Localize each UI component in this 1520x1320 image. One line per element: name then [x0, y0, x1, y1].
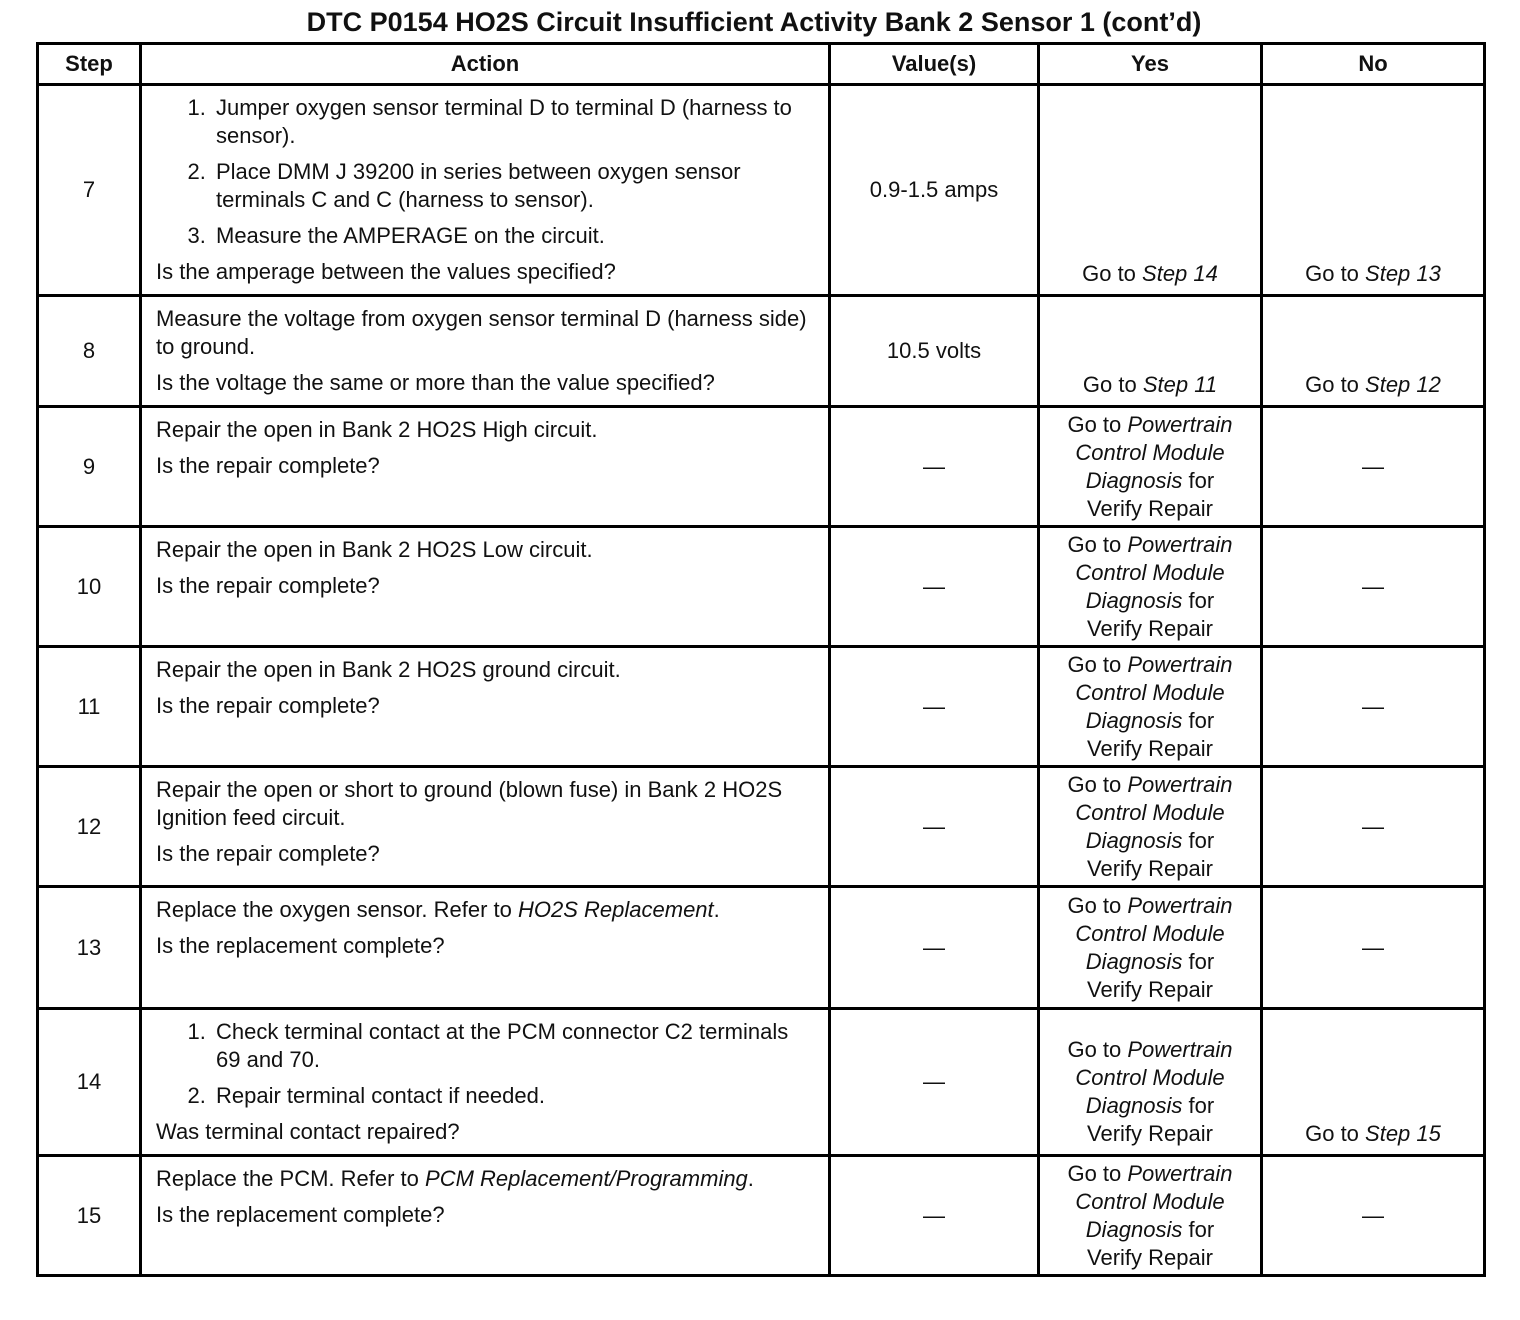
step-link[interactable]: Step 11 [1142, 372, 1218, 397]
no-cell: — [1262, 887, 1485, 1009]
for-text: for [1182, 1216, 1215, 1242]
action-question: Is the voltage the same or more than the value specified? [156, 370, 715, 395]
page-title: DTC P0154 HO2S Circuit Insufficient Activity Bank 2 Sensor 1 (cont’d) [306, 7, 1202, 37]
action-text-part: . [713, 897, 720, 922]
action-step: 2. Repair terminal contact if needed. [212, 1082, 818, 1110]
action-cell [141, 1009, 830, 1156]
pcm-diagnosis-link[interactable]: Control Module [1075, 799, 1225, 825]
action-text [156, 896, 818, 924]
verify-repair-text: Verify Repair [1087, 495, 1213, 521]
no-cell: — [1262, 527, 1485, 647]
table-row [38, 407, 1485, 527]
verify-repair-text: Verify Repair [1087, 1121, 1213, 1146]
action-question: Is the repair complete? [156, 693, 380, 718]
verify-repair-text: Verify Repair [1087, 855, 1213, 881]
table-row [38, 296, 1485, 407]
verify-repair-text: Verify Repair [1087, 976, 1213, 1002]
pcm-diagnosis-link[interactable]: Powertrain [1127, 1160, 1233, 1186]
value-cell: — [830, 767, 1039, 887]
pcm-diagnosis-link[interactable]: Diagnosis [1085, 1216, 1183, 1242]
yes-cell [1039, 647, 1262, 767]
no-cell: — [1262, 1156, 1485, 1276]
pcm-diagnosis-link[interactable]: Control Module [1075, 439, 1225, 465]
step-number: 7 [38, 85, 141, 296]
value-cell: — [830, 647, 1039, 767]
go-to-text: Go to [1305, 372, 1366, 397]
pcm-diagnosis-link[interactable]: Diagnosis [1085, 707, 1183, 733]
diagnostic-table [36, 42, 1486, 1277]
for-text: for [1182, 467, 1215, 493]
table-row [38, 767, 1485, 887]
no-cell: — [1262, 767, 1485, 887]
action-question: Is the repair complete? [156, 453, 380, 478]
action-text-part: Replace the oxygen sensor. Refer to [156, 897, 518, 922]
value-cell: — [830, 887, 1039, 1009]
value-cell: — [830, 1009, 1039, 1156]
action-cell [141, 527, 830, 647]
no-cell [1262, 1009, 1485, 1156]
action-text-part: Replace the PCM. Refer to [156, 1166, 426, 1191]
value-cell: 0.9-1.5 amps [830, 85, 1039, 296]
action-text [156, 1165, 818, 1193]
go-to-text: Go to [1082, 261, 1143, 286]
go-to-text: Go to [1067, 892, 1128, 918]
table-row [38, 527, 1485, 647]
table-row [38, 1009, 1485, 1156]
action-cell [141, 1156, 830, 1276]
pcm-diagnosis-link[interactable]: Diagnosis [1085, 948, 1183, 974]
replacement-link[interactable]: PCM Replacement/Programming [425, 1166, 748, 1191]
step-number: 10 [38, 527, 141, 647]
action-cell [141, 887, 830, 1009]
yes-cell [1039, 527, 1262, 647]
pcm-diagnosis-link[interactable]: Diagnosis [1085, 1093, 1183, 1118]
for-text: for [1182, 948, 1215, 974]
column-header-value: Value(s) [830, 44, 1039, 85]
go-to-text: Go to [1082, 372, 1143, 397]
go-to-text: Go to [1067, 771, 1128, 797]
action-step-list [156, 1018, 818, 1110]
action-question: Is the replacement complete? [156, 933, 445, 958]
column-header-no: No [1262, 44, 1485, 85]
step-link[interactable]: Step 12 [1365, 372, 1441, 397]
yes-cell [1039, 407, 1262, 527]
yes-cell [1039, 767, 1262, 887]
for-text: for [1182, 827, 1215, 853]
table-header-row [38, 44, 1485, 85]
pcm-diagnosis-link[interactable]: Powertrain [1127, 771, 1233, 797]
step-number: 14 [38, 1009, 141, 1156]
pcm-diagnosis-link[interactable]: Powertrain [1127, 1037, 1233, 1062]
no-cell: — [1262, 647, 1485, 767]
column-header-action: Action [141, 44, 830, 85]
yes-cell [1039, 1156, 1262, 1276]
pcm-diagnosis-link[interactable]: Control Module [1075, 559, 1225, 585]
no-cell [1262, 296, 1485, 407]
action-text: Repair the open in Bank 2 HO2S ground circuit. [156, 657, 621, 682]
column-header-step: Step [38, 44, 141, 85]
go-to-text: Go to [1067, 411, 1128, 437]
value-cell: — [830, 407, 1039, 527]
step-number: 11 [38, 647, 141, 767]
go-to-text: Go to [1067, 651, 1128, 677]
step-link[interactable]: Step 14 [1142, 261, 1218, 286]
for-text: for [1182, 707, 1215, 733]
column-header-yes: Yes [1039, 44, 1262, 85]
replacement-link[interactable]: HO2S Replacement [518, 897, 714, 922]
pcm-diagnosis-link[interactable]: Powertrain [1127, 651, 1233, 677]
step-number: 8 [38, 296, 141, 407]
action-text: Repair the open in Bank 2 HO2S High circuit. [156, 417, 598, 442]
verify-repair-text: Verify Repair [1087, 735, 1213, 761]
action-question: Is the repair complete? [156, 573, 380, 598]
action-cell [141, 85, 830, 296]
go-to-text: Go to [1067, 531, 1128, 557]
action-cell [141, 296, 830, 407]
action-text-part: . [747, 1166, 754, 1191]
pcm-diagnosis-link[interactable]: Diagnosis [1085, 587, 1183, 613]
action-question: Is the repair complete? [156, 841, 380, 866]
go-to-text: Go to [1067, 1037, 1128, 1062]
action-question: Is the amperage between the values specified? [156, 259, 616, 284]
action-question: Was terminal contact repaired? [156, 1119, 460, 1144]
yes-cell [1039, 887, 1262, 1009]
verify-repair-text: Verify Repair [1087, 615, 1213, 641]
for-text: for [1182, 1093, 1215, 1118]
value-cell: — [830, 1156, 1039, 1276]
pcm-diagnosis-link[interactable]: Control Module [1075, 1065, 1225, 1090]
action-text: Repair the open or short to ground (blown fuse) in Bank 2 HO2S Ignition feed circuit. [156, 777, 783, 830]
no-cell: — [1262, 407, 1485, 527]
value-cell: — [830, 527, 1039, 647]
action-step-list [156, 94, 818, 250]
action-cell [141, 767, 830, 887]
yes-cell [1039, 85, 1262, 296]
pcm-diagnosis-link[interactable]: Powertrain [1127, 892, 1233, 918]
pcm-diagnosis-link[interactable]: Powertrain [1127, 411, 1233, 437]
action-step: 1. Check terminal contact at the PCM connector C2 terminals 69 and 70. [212, 1018, 818, 1074]
step-link[interactable]: Step 13 [1365, 261, 1441, 286]
pcm-diagnosis-link[interactable]: Diagnosis [1085, 827, 1183, 853]
pcm-diagnosis-link[interactable]: Control Module [1075, 1188, 1225, 1214]
action-cell [141, 407, 830, 527]
step-number: 9 [38, 407, 141, 527]
action-text: Measure the voltage from oxygen sensor terminal D (harness side) to ground. [156, 306, 807, 359]
action-cell [141, 647, 830, 767]
step-number: 13 [38, 887, 141, 1009]
yes-cell [1039, 1009, 1262, 1156]
pcm-diagnosis-link[interactable]: Control Module [1075, 679, 1225, 705]
action-text: Repair the open in Bank 2 HO2S Low circuit. [156, 537, 593, 562]
action-step: 3. Measure the AMPERAGE on the circuit. [212, 222, 818, 250]
pcm-diagnosis-link[interactable]: Control Module [1075, 920, 1225, 946]
action-step: 1. Jumper oxygen sensor terminal D to terminal D (harness to sensor). [212, 94, 818, 150]
go-to-text: Go to [1067, 1160, 1128, 1186]
table-row [38, 647, 1485, 767]
verify-repair-text: Verify Repair [1087, 1244, 1213, 1270]
step-number: 12 [38, 767, 141, 887]
go-to-text: Go to [1305, 261, 1366, 286]
for-text: for [1182, 587, 1215, 613]
action-step: 2. Place DMM J 39200 in series between oxygen sensor terminals C and C (harness to sensor). [212, 158, 818, 214]
no-cell [1262, 85, 1485, 296]
table-row [38, 85, 1485, 296]
step-link[interactable]: Step 15 [1365, 1121, 1441, 1146]
table-row [38, 1156, 1485, 1276]
value-cell: 10.5 volts [830, 296, 1039, 407]
pcm-diagnosis-link[interactable]: Powertrain [1127, 531, 1233, 557]
action-question: Is the replacement complete? [156, 1202, 445, 1227]
step-number: 15 [38, 1156, 141, 1276]
yes-cell [1039, 296, 1262, 407]
go-to-text: Go to [1305, 1121, 1366, 1146]
table-row [38, 887, 1485, 1009]
pcm-diagnosis-link[interactable]: Diagnosis [1085, 467, 1183, 493]
